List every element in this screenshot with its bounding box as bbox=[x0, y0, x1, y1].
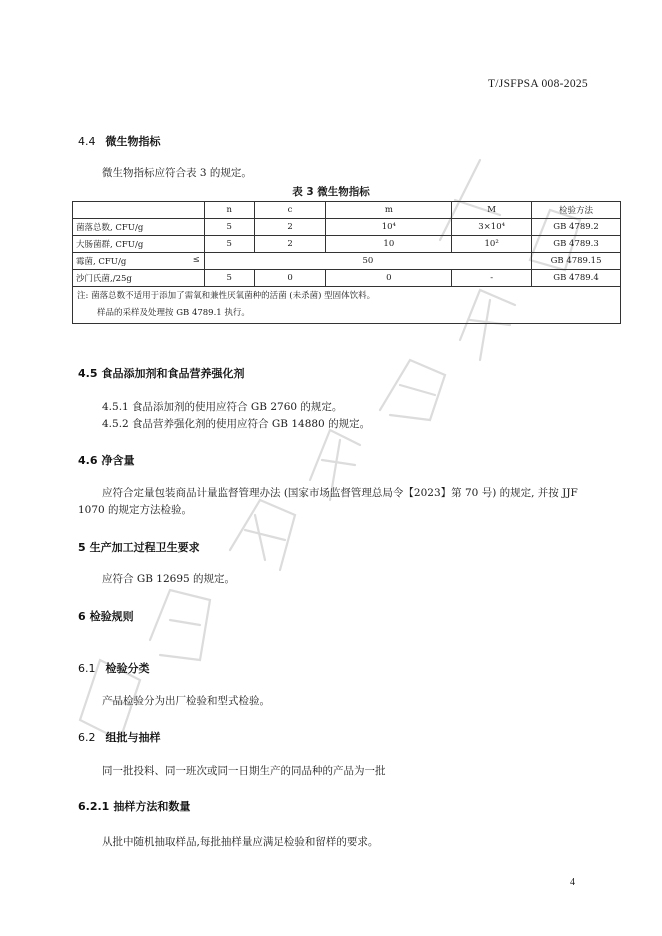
limit-cell: 50 bbox=[204, 253, 531, 270]
section-title: 组批与抽样 bbox=[105, 731, 161, 744]
c-cell: 2 bbox=[254, 219, 326, 236]
section-heading-5 bbox=[78, 539, 200, 555]
table-row bbox=[73, 253, 621, 270]
section-heading-6-2 bbox=[78, 729, 161, 745]
n-cell: 5 bbox=[204, 219, 254, 236]
section-heading-4-5 bbox=[78, 365, 245, 381]
section-heading-6 bbox=[78, 608, 134, 624]
item-cell: 大肠菌群, CFU/g bbox=[73, 236, 205, 253]
le-symbol: ≤ bbox=[192, 255, 200, 265]
section-number: 6 bbox=[78, 610, 86, 623]
section-title: 微生物指标 bbox=[105, 135, 161, 148]
method-cell: GB 4789.4 bbox=[532, 270, 621, 287]
section-title: 净含量 bbox=[101, 454, 135, 467]
table-header-row bbox=[73, 202, 621, 219]
microbiology-table bbox=[72, 201, 621, 324]
section-title: 检验规则 bbox=[89, 610, 134, 623]
M-cell: - bbox=[452, 270, 532, 287]
table-row bbox=[73, 236, 621, 253]
header-cell: 检验方法 bbox=[532, 202, 621, 219]
table-row bbox=[73, 270, 621, 287]
note-line-2: 样品的采样及处理按 GB 4789.1 执行。 bbox=[97, 308, 250, 318]
section-number: 6.2 bbox=[78, 731, 96, 744]
section-heading-4-6 bbox=[78, 452, 135, 468]
m-cell: 10⁴ bbox=[326, 219, 452, 236]
paragraph-6-2: 同一批投料、同一班次或同一日期生产的同品种的产品为一批 bbox=[102, 765, 386, 777]
section-title: 检验分类 bbox=[105, 662, 150, 675]
table-title: 表 3 微生物指标 bbox=[292, 186, 370, 198]
header-cell: c bbox=[254, 202, 326, 219]
section-number: 4.5 bbox=[78, 367, 98, 380]
section-heading-6-1 bbox=[78, 660, 150, 676]
table-row bbox=[73, 219, 621, 236]
paragraph-4-6: 应符合定量包装商品计量监督管理办法 (国家市场监督管理总局令【2023】第 70 号) 的规定, 并按 JJF 1070 的规定方法检验。 bbox=[78, 487, 578, 516]
m-cell: 10 bbox=[326, 236, 452, 253]
header-cell: m bbox=[326, 202, 452, 219]
section-heading-4-4 bbox=[78, 133, 161, 149]
paragraph-4-4: 微生物指标应符合表 3 的规定。 bbox=[102, 167, 252, 179]
paragraph-6-1: 产品检验分为出厂检验和型式检验。 bbox=[102, 695, 270, 707]
c-cell: 0 bbox=[254, 270, 326, 287]
section-title: 生产加工过程卫生要求 bbox=[89, 541, 200, 554]
section-number: 6.1 bbox=[78, 662, 96, 675]
section-heading-6-2-1 bbox=[78, 798, 190, 814]
section-number: 6.2.1 bbox=[78, 800, 110, 813]
n-cell: 5 bbox=[204, 236, 254, 253]
n-cell: 5 bbox=[204, 270, 254, 287]
section-title: 抽样方法和数量 bbox=[113, 800, 191, 813]
M-cell: 3×10⁴ bbox=[452, 219, 532, 236]
note-line-1: 注: 菌落总数不适用于添加了需氧和兼性厌氧菌种的活菌 (未杀菌) 型固体饮料。 bbox=[77, 291, 376, 301]
header-cell: M bbox=[452, 202, 532, 219]
method-cell: GB 4789.2 bbox=[532, 219, 621, 236]
paragraph-6-2-1: 从批中随机抽取样品,每批抽样量应满足检验和留样的要求。 bbox=[102, 836, 379, 848]
item-cell: 菌落总数, CFU/g bbox=[73, 219, 205, 236]
paragraph-4-5-1: 4.5.1 食品添加剂的使用应符合 GB 2760 的规定。 bbox=[102, 401, 343, 413]
item-label: 霉菌, CFU/g bbox=[76, 257, 127, 267]
standard-code: T/JSFPSA 008-2025 bbox=[487, 78, 588, 90]
table-note bbox=[73, 287, 621, 324]
header-cell: n bbox=[204, 202, 254, 219]
m-cell: 0 bbox=[326, 270, 452, 287]
page-number: 4 bbox=[570, 877, 575, 888]
header-cell bbox=[73, 202, 205, 219]
item-cell: 沙门氏菌,/25g bbox=[73, 270, 205, 287]
item-cell bbox=[73, 253, 205, 270]
section-title: 食品添加剂和食品营养强化剂 bbox=[101, 367, 245, 380]
method-cell: GB 4789.3 bbox=[532, 236, 621, 253]
section-number: 4.4 bbox=[78, 135, 96, 148]
paragraph-5: 应符合 GB 12695 的规定。 bbox=[102, 573, 236, 585]
section-number: 5 bbox=[78, 541, 86, 554]
table-note-row bbox=[73, 287, 621, 324]
paragraph-4-5-2: 4.5.2 食品营养强化剂的使用应符合 GB 14880 的规定。 bbox=[102, 418, 371, 430]
section-number: 4.6 bbox=[78, 454, 98, 467]
method-cell: GB 4789.15 bbox=[532, 253, 621, 270]
M-cell: 10² bbox=[452, 236, 532, 253]
c-cell: 2 bbox=[254, 236, 326, 253]
